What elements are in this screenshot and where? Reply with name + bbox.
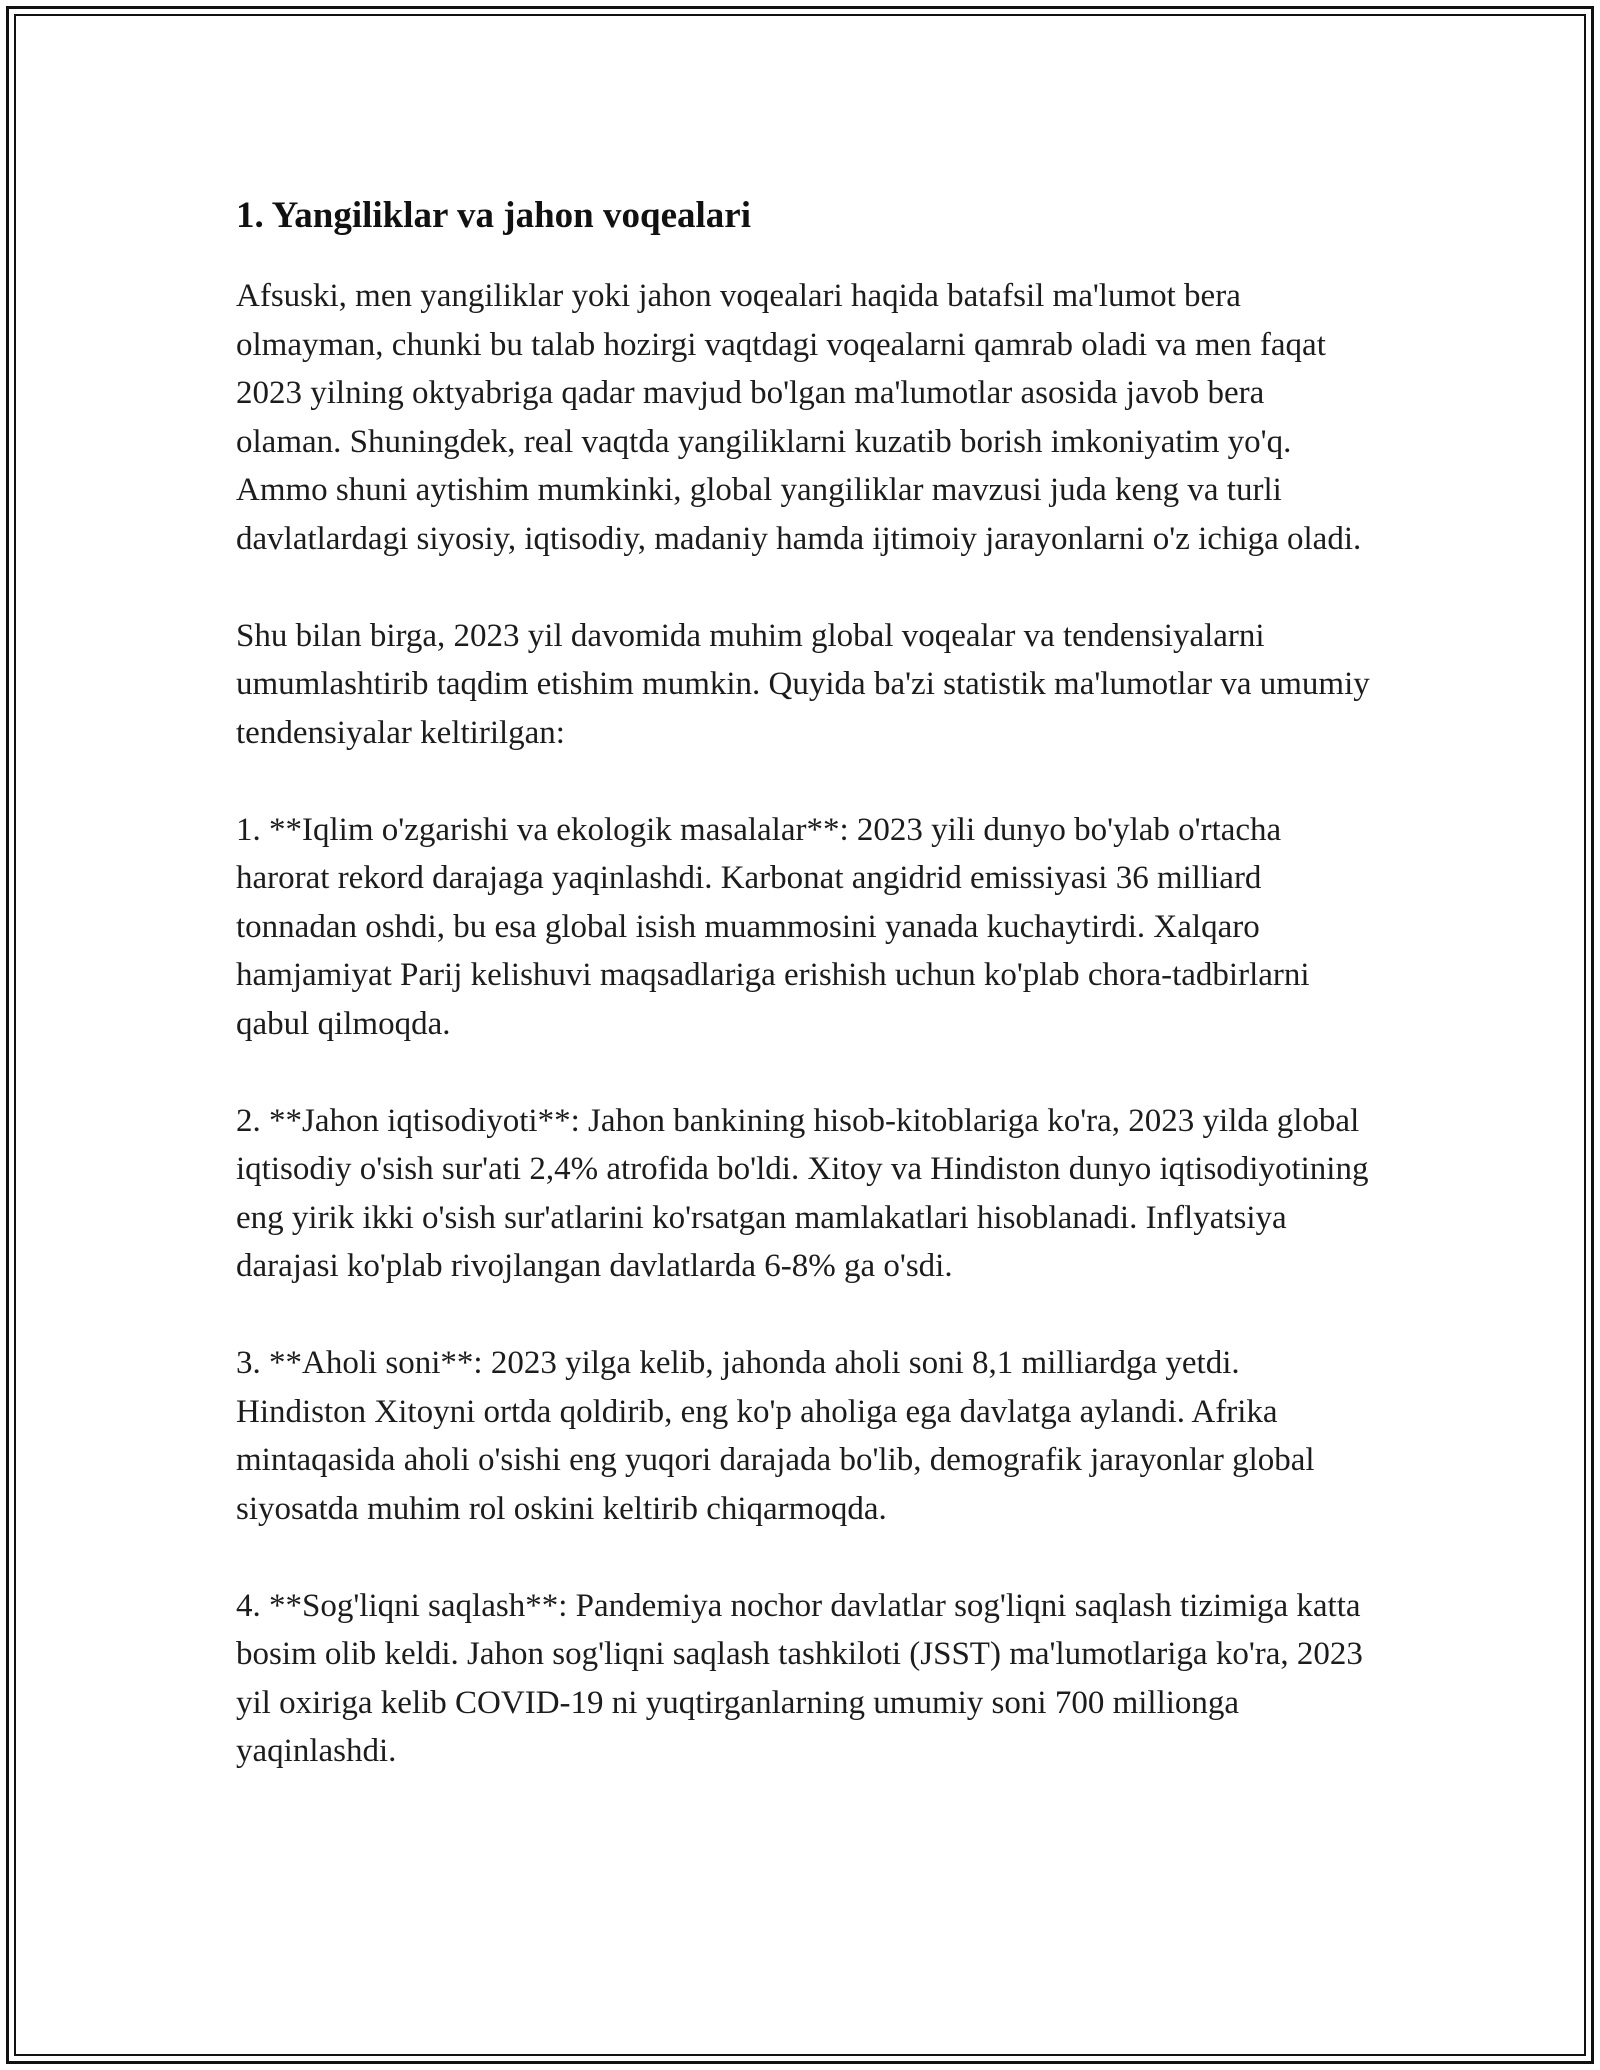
paragraph-health: 4. **Sog'liqni saqlash**: Pandemiya nochor davlatlar sog'liqni saqlash tizimiga katta bosim olib keldi. Jahon sog'liqni saqlash tashkiloti (JSST) ma'lumotlariga ko'ra, 2023 yil oxiriga kelib COVID-19 ni yuqtirganlarning umumiy soni 700 millionga yaqinlashdi. (236, 1587, 1363, 1769)
paragraph-summary: Shu bilan birga, 2023 yil davomida muhim global voqealar va tendensiyalarni umumlashtirib taqdim etishim mumkin. Quyida ba'zi statistik ma'lumotlar va umumiy tendensiyalar keltirilgan: (236, 617, 1370, 751)
paragraph-climate: 1. **Iqlim o'zgarishi va ekologik masalalar**: 2023 yili dunyo bo'ylab o'rtacha harorat rekord darajaga yaqinlashdi. Karbonat angidrid emissiyasi 36 milliard tonnadan oshdi, bu esa global isish muammosini yanada kuchaytirdi. Xalqaro hamjamiyat Parij kelishuvi maqsadlariga erishish uchun ko'plab chora-tadbirlarni qabul qilmoqda. (236, 811, 1310, 1042)
paragraph-economy: 2. **Jahon iqtisodiyoti**: Jahon bankining hisob-kitoblariga ko'ra, 2023 yilda global iqtisodiy o'sish sur'ati 2,4% atrofida bo'ldi. Xitoy va Hindiston dunyo iqtisodiyotining eng yirik ikki o'sish sur'atlarini ko'rsatgan mamlakatlari hisoblanadi. Inflyatsiya darajasi ko'plab rivojlangan davlatlarda 6-8% ga o'sdi. (236, 1102, 1369, 1284)
document-body (236, 186, 1376, 1776)
paragraph-population: 3. **Aholi soni**: 2023 yilga kelib, jahonda aholi soni 8,1 milliardga yetdi. Hindiston Xitoyni ortda qoldirib, eng ko'p aholiga ega davlatga aylandi. Afrika mintaqasida aholi o'sishi eng yuqori darajada bo'lib, demografik jarayonlar global siyosatda muhim rol oskini keltirib chiqarmoqda. (236, 1345, 1315, 1527)
paragraph-intro: Afsuski, men yangiliklar yoki jahon voqealari haqida batafsil ma'lumot bera olmayman, chunki bu talab hozirgi vaqtdagi voqealarni qamrab oladi va men faqat 2023 yilning oktyabriga qadar mavjud bo'lgan ma'lumotlar asosida javob bera olaman. Shuningdek, real vaqtda yangiliklarni kuzatib borish imkoniyatim yo'q. Ammo shuni aytishim mumkinki, global yangiliklar mavzusi juda keng va turli davlatlardagi siyosiy, iqtisodiy, madaniy hamda ijtimoiy jarayonlarni o'z ichiga oladi. (236, 278, 1362, 557)
document-title: 1. Yangiliklar va jahon voqealari (236, 195, 751, 236)
